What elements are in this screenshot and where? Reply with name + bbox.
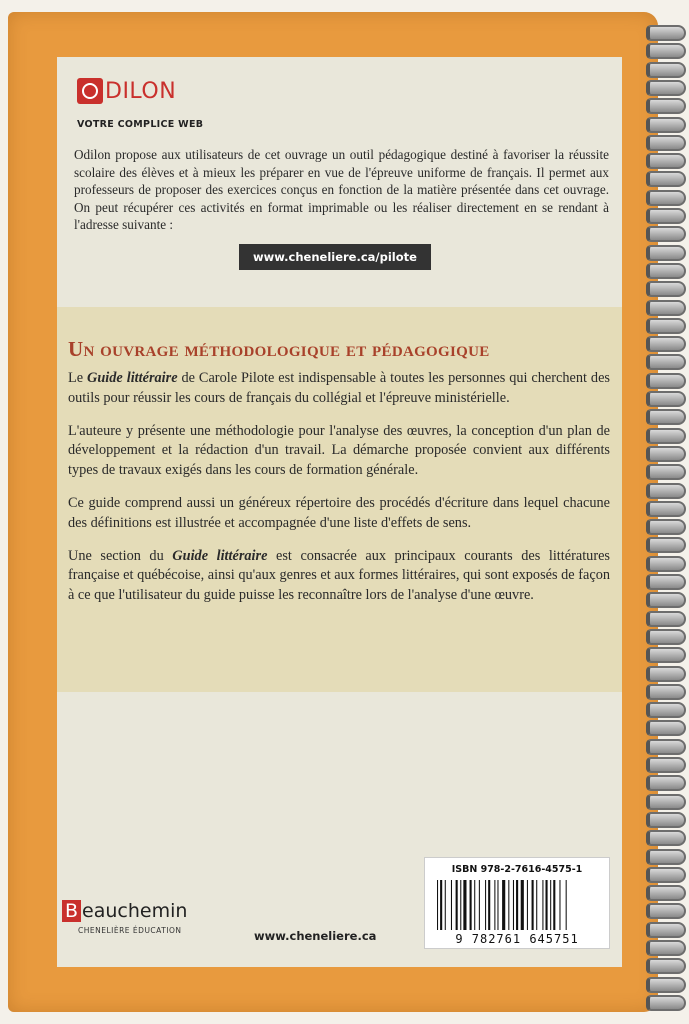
p1-text-end: de Carole Pilote est indispensable à toutes les personnes qui cherchent des outils pour réussir les cours de français du collégial et l'épreuve ministérielle. — [68, 370, 610, 406]
spiral-coil — [646, 629, 686, 645]
spiral-coil — [646, 428, 686, 444]
isbn-number: ISBN 978-2-7616-4575-1 — [451, 864, 583, 875]
paragraph-1 — [68, 369, 610, 409]
odilon-logo — [77, 77, 176, 105]
spiral-coil — [646, 903, 686, 919]
spiral-coil — [646, 830, 686, 846]
p4-text-end: est consacrée aux principaux courants des littératures française et québécoise, ainsi qu'aux genres et aux formes littéraires, qui sont exposés de façon à ce que l'utilisateur du guide puisse les reconnaître lors de l'analyse d'une œuvre. — [68, 547, 610, 604]
p4-book-title: Guide littéraire — [172, 547, 268, 564]
spiral-coil — [646, 263, 686, 279]
spiral-coil — [646, 483, 686, 499]
spiral-coil — [646, 885, 686, 901]
spiral-coil — [646, 739, 686, 755]
publisher-name — [62, 900, 187, 922]
spiral-coil — [646, 318, 686, 334]
spiral-coil — [646, 80, 686, 96]
spiral-coil — [646, 958, 686, 974]
spiral-coil — [646, 702, 686, 718]
spiral-coil — [646, 245, 686, 261]
publisher-website[interactable]: www.cheneliere.ca — [254, 929, 377, 943]
spiral-coil — [646, 537, 686, 553]
spiral-coil — [646, 666, 686, 682]
p1-book-title: Guide littéraire — [87, 370, 178, 386]
spiral-coil — [646, 501, 686, 517]
spiral-coil — [646, 336, 686, 352]
spiral-coil — [646, 98, 686, 114]
paragraph-2: L'auteure y présente une méthodologie pour l'analyse des œuvres, la conception d'un plan de développement et la rédaction d'un travail. La démarche proposée convient aux différents types de travaux exigés dans les cours de formation générale. — [68, 422, 610, 479]
spiral-coil — [646, 354, 686, 370]
paragraph-3: Ce guide comprend aussi un généreux répertoire des procédés d'écriture dans lequel chacune des définitions est illustrée et accompagnée d'une liste d'effets de sens. — [68, 494, 610, 531]
spiral-coil — [646, 446, 686, 462]
p1-text: Le — [68, 370, 88, 386]
barcode-icon — [435, 880, 601, 932]
spiral-coil — [646, 464, 686, 480]
odilon-description: Odilon propose aux utilisateurs de cet ouvrage un outil pédagogique destiné à favoriser la réussite scolaire des élèves et à mieux les préparer en vue de l'épreuve uniforme de français. Il permet aux professeurs de proposer des exercices conçus en fonction de la matière présentée dans cet ouvrage. On peut récupérer ces activités en format imprimable ou les réaliser directement en se rendant à l'adresse suivante : — [74, 147, 609, 233]
spiral-coil — [646, 208, 686, 224]
spiral-coil — [646, 556, 686, 572]
spiral-coil — [646, 812, 686, 828]
publisher-name-rest: eauchemin — [82, 900, 188, 922]
spiral-coil — [646, 226, 686, 242]
spiral-coil — [646, 775, 686, 791]
spiral-binding — [646, 25, 686, 1015]
spiral-coil — [646, 757, 686, 773]
spiral-coil — [646, 647, 686, 663]
spiral-coil — [646, 117, 686, 133]
spiral-coil — [646, 940, 686, 956]
barcode-digits: 9 782761 645751 — [455, 932, 579, 946]
spiral-coil — [646, 519, 686, 535]
spiral-coil — [646, 135, 686, 151]
odilon-tagline: VOTRE COMPLICE WEB — [77, 119, 204, 130]
description-paragraphs — [68, 369, 610, 619]
publisher-subtitle: CHENELIÈRE ÉDUCATION — [78, 926, 182, 935]
isbn-barcode-label — [424, 857, 610, 949]
spiral-coil — [646, 25, 686, 41]
spiral-coil — [646, 62, 686, 78]
spiral-coil — [646, 720, 686, 736]
spiral-coil — [646, 592, 686, 608]
odilon-o-icon — [77, 78, 103, 104]
spiral-coil — [646, 611, 686, 627]
spiral-coil — [646, 300, 686, 316]
spiral-coil — [646, 922, 686, 938]
odilon-url-link[interactable]: www.cheneliere.ca/pilote — [239, 244, 431, 270]
spiral-coil — [646, 977, 686, 993]
spiral-coil — [646, 574, 686, 590]
spiral-coil — [646, 867, 686, 883]
spiral-coil — [646, 373, 686, 389]
paragraph-4 — [68, 547, 610, 606]
publisher-initial: B — [62, 900, 81, 922]
spiral-coil — [646, 684, 686, 700]
spiral-coil — [646, 171, 686, 187]
section-title: Un ouvrage méthodologique et pédagogique — [68, 337, 490, 361]
spiral-coil — [646, 153, 686, 169]
spiral-coil — [646, 43, 686, 59]
cover-panel — [57, 57, 622, 967]
spiral-coil — [646, 190, 686, 206]
publisher-logo — [62, 900, 187, 935]
p4-text: Une section du — [68, 547, 173, 564]
spiral-coil — [646, 409, 686, 425]
spiral-coil — [646, 849, 686, 865]
description-box — [57, 307, 622, 692]
spiral-coil — [646, 995, 686, 1011]
spiral-coil — [646, 281, 686, 297]
spiral-coil — [646, 391, 686, 407]
spiral-coil — [646, 794, 686, 810]
odilon-logo-text: DILON — [105, 78, 177, 104]
